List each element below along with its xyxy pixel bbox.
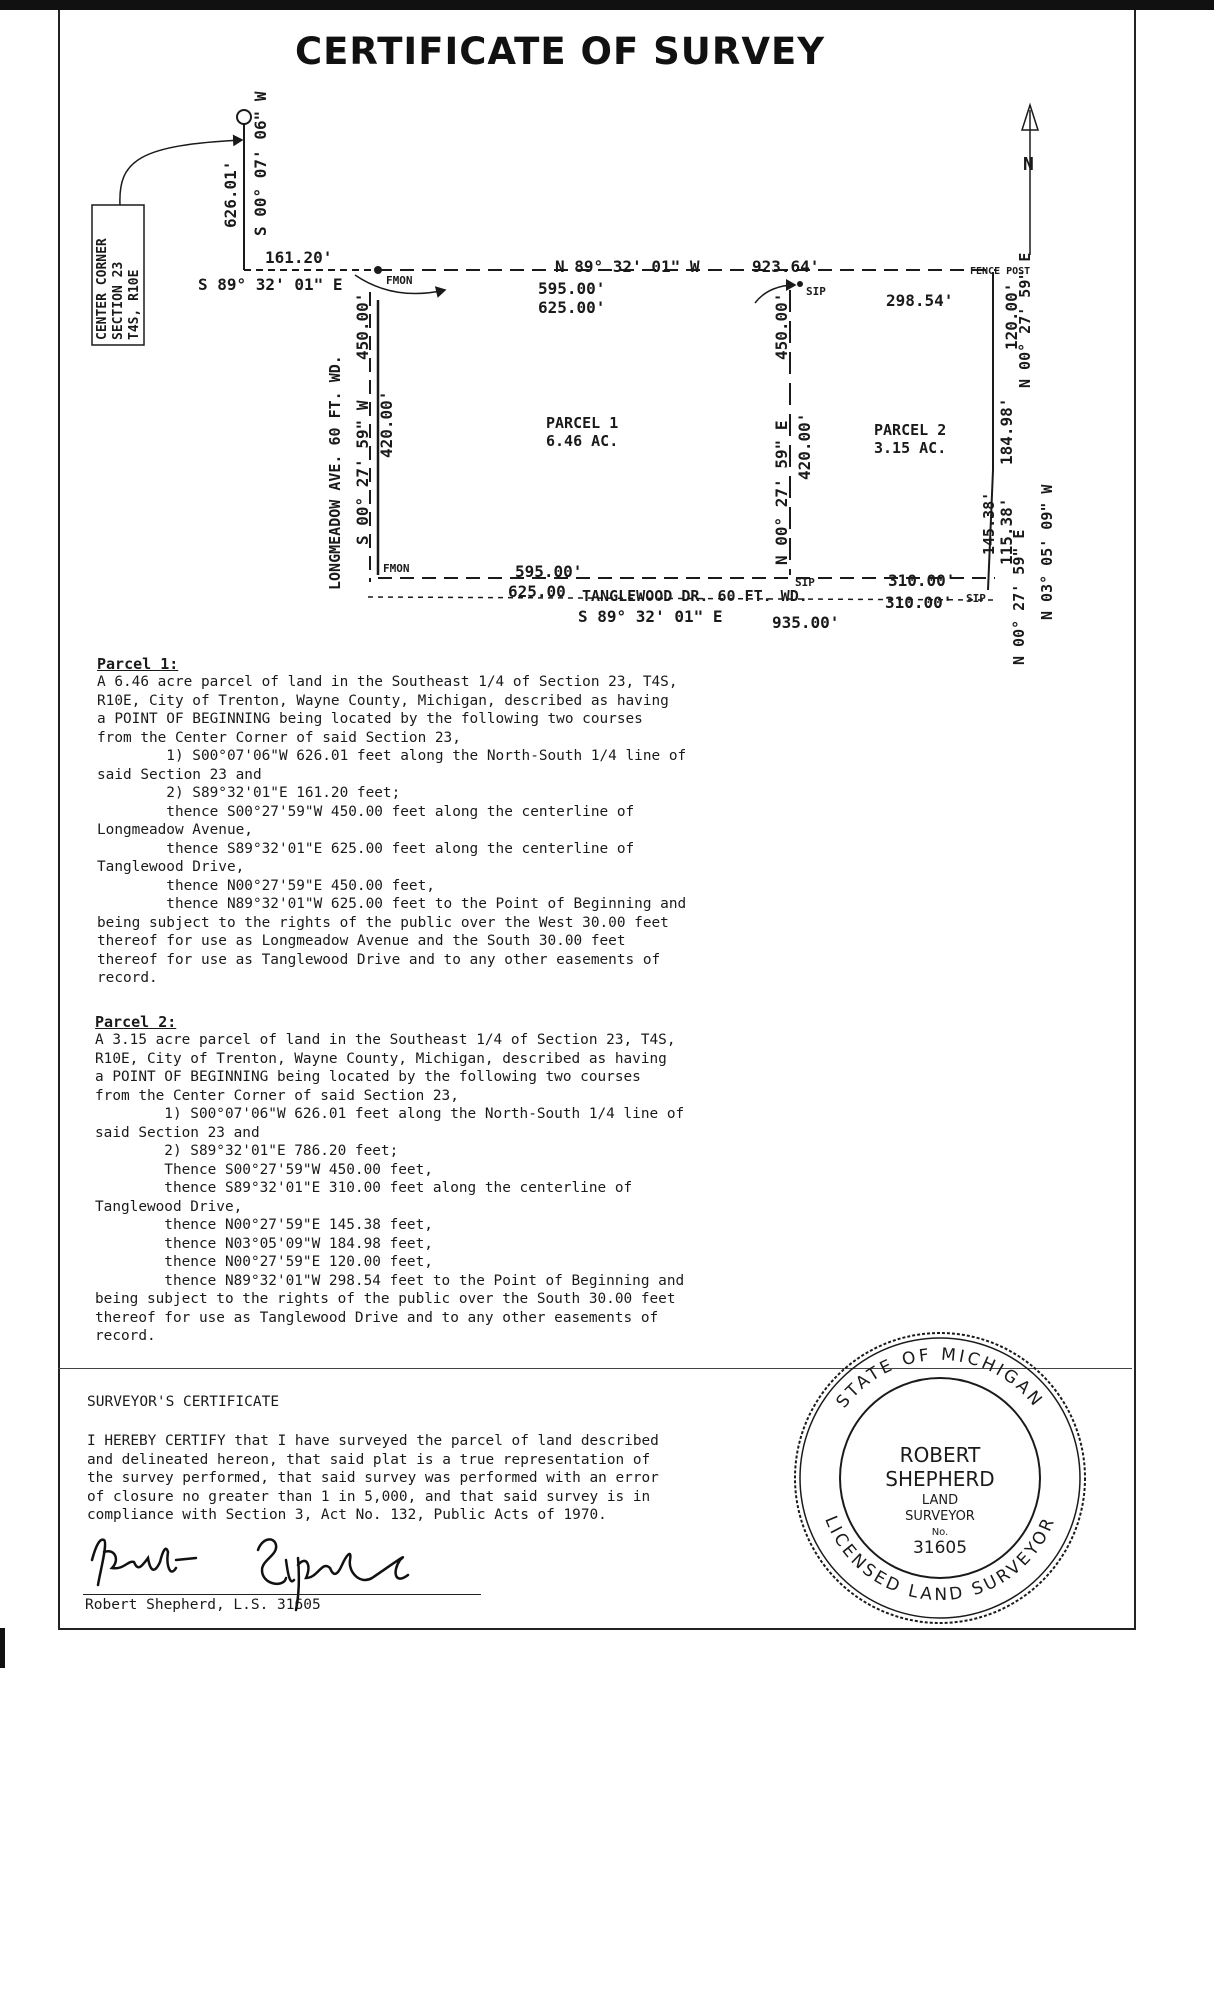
parcel2-line: 2) S89°32'01"E 786.20 feet; bbox=[95, 1143, 399, 1159]
west-dist-b: 420.00' bbox=[377, 390, 396, 458]
east-bearing-top: N 00° 27' 59" E bbox=[1016, 252, 1034, 388]
parcel1-line: Longmeadow Avenue, bbox=[97, 822, 253, 838]
parcel1-name: PARCEL 1 bbox=[546, 414, 619, 432]
parcel2-line: thence N00°27'59"E 145.38 feet, bbox=[95, 1217, 433, 1233]
seal-name-1: ROBERT bbox=[899, 1443, 981, 1467]
parcel2-line: thereof for use as Tanglewood Drive and to any other easements of bbox=[95, 1309, 659, 1326]
parcel1-line: 1) S00°07'06"W 626.01 feet along the North-South 1/4 line of bbox=[97, 748, 687, 764]
east-bearing-low: N 00° 27' 59" E bbox=[1010, 529, 1028, 665]
ns-line-bearing: S 00° 07' 06" W bbox=[251, 91, 270, 236]
top-p2: 298.54' bbox=[886, 291, 954, 310]
parcel1-heading: Parcel 1: bbox=[97, 655, 179, 673]
mid-dist-b: 420.00' bbox=[795, 412, 814, 480]
parcel2-line: thence N89°32'01"W 298.54 feet to the Point of Beginning and bbox=[95, 1272, 685, 1289]
east-bearing-mid: N 03° 05' 09" W bbox=[1038, 484, 1056, 620]
parcel2-line: from the Center Corner of said Section 23, bbox=[95, 1087, 459, 1104]
bottom-p2-b: 310.00' bbox=[885, 593, 953, 612]
north-label: N bbox=[1023, 154, 1034, 175]
top-p1-b: 625.00' bbox=[538, 298, 606, 317]
certificate-line: the survey performed, that said survey was performed with an error bbox=[87, 1470, 659, 1486]
parcel2-line: thence N03°05'09"W 184.98 feet, bbox=[95, 1235, 433, 1252]
parcel1-line: R10E, City of Trenton, Wayne County, Michigan, described as having bbox=[97, 692, 669, 709]
parcel2-area: 3.15 AC. bbox=[874, 439, 947, 457]
seal-ring-top: STATE OF MICHIGAN bbox=[832, 1344, 1048, 1413]
parcel2-heading: Parcel 2: bbox=[95, 1013, 177, 1031]
bottom-bearing: S 89° 32' 01" E bbox=[578, 607, 723, 626]
parcel2-line: a POINT OF BEGINNING being located by the following two courses bbox=[95, 1069, 641, 1085]
parcel1-line: thereof for use as Tanglewood Drive and to any other easements of bbox=[97, 951, 661, 968]
mid-bearing: N 00° 27' 59" E bbox=[772, 420, 791, 565]
parcel1-line: thence N00°27'59"E 450.00 feet, bbox=[97, 877, 435, 894]
page-title: CERTIFICATE OF SURVEY bbox=[294, 30, 826, 73]
parcel1-line: thence S00°27'59"W 450.00 feet along the centerline of bbox=[97, 803, 635, 820]
parcel2-line: A 3.15 acre parcel of land in the Southeast 1/4 of Section 23, T4S, bbox=[95, 1032, 676, 1048]
parcel2-name: PARCEL 2 bbox=[874, 421, 947, 439]
parcel1-line: 2) S89°32'01"E 161.20 feet; bbox=[97, 785, 401, 801]
parcel2-line: said Section 23 and bbox=[95, 1124, 260, 1141]
fmon-bottom: FMON bbox=[383, 562, 410, 575]
seal-number: 31605 bbox=[912, 1538, 968, 1558]
parcel1-line: being subject to the rights of the public over the West 30.00 feet bbox=[97, 914, 669, 931]
parcel2-line: 1) S00°07'06"W 626.01 feet along the North-South 1/4 line of bbox=[95, 1106, 685, 1122]
certificate-line: of closure no greater than 1 in 5,000, and that said survey is in bbox=[87, 1488, 651, 1505]
top-bearing: N 89° 32' 01" W bbox=[555, 257, 700, 276]
mid-dist-a: 450.00' bbox=[772, 292, 791, 360]
corner-line-1: CENTER CORNER bbox=[95, 238, 110, 340]
sip-bottom: SIP bbox=[795, 576, 815, 589]
seal-no: No. bbox=[931, 1527, 949, 1538]
ns-line-dist: 626.01' bbox=[221, 160, 240, 228]
parcel2-line: thence S89°32'01"E 310.00 feet along the centerline of bbox=[95, 1180, 633, 1196]
parcel1-line: thence N89°32'01"W 625.00 feet to the Point of Beginning and bbox=[97, 896, 687, 912]
bottom-p1-a: 595.00' bbox=[515, 562, 583, 581]
parcel1-line: from the Center Corner of said Section 23, bbox=[97, 729, 461, 746]
signature-name: Robert Shepherd, L.S. 31605 bbox=[85, 1597, 321, 1613]
parcel2-line: thence N00°27'59"E 120.00 feet, bbox=[95, 1254, 433, 1270]
parcel1-line: thereof for use as Longmeadow Avenue and the South 30.00 feet bbox=[97, 933, 626, 949]
parcel1-line: Tanglewood Drive, bbox=[97, 859, 245, 875]
bottom-road: TANGLEWOOD DR. 60 FT. WD. bbox=[582, 587, 808, 605]
certificate-line: and delineated hereon, that said plat is a true representation of bbox=[87, 1451, 651, 1468]
bottom-total: 935.00' bbox=[772, 613, 840, 632]
certificate-line: I HEREBY CERTIFY that I have surveyed the parcel of land described bbox=[87, 1433, 659, 1449]
seal-role-2: SURVEYOR bbox=[905, 1509, 975, 1524]
top-total: 923.64' bbox=[752, 257, 820, 276]
corner-line-3: T4S, R10E bbox=[127, 269, 142, 340]
bottom-p1-b: 625.00 bbox=[508, 582, 566, 601]
parcel2-line: Thence S00°27'59"W 450.00 feet, bbox=[95, 1161, 433, 1178]
seal-name-2: SHEPHERD bbox=[885, 1467, 995, 1491]
parcel2-line: being subject to the rights of the public over the South 30.00 feet bbox=[95, 1291, 676, 1307]
parcel2-line: Tanglewood Drive, bbox=[95, 1198, 243, 1215]
offset-dist: 161.20' bbox=[265, 248, 333, 267]
parcel1-line: A 6.46 acre parcel of land in the Southeast 1/4 of Section 23, T4S, bbox=[97, 674, 678, 690]
west-dist-a: 450.00' bbox=[353, 292, 372, 360]
parcel1-line: said Section 23 and bbox=[97, 766, 262, 783]
parcel1-line: thence S89°32'01"E 625.00 feet along the centerline of bbox=[97, 840, 635, 857]
east-dist-mid: 184.98' bbox=[997, 397, 1016, 465]
east-dist-top: 120.00' bbox=[1002, 282, 1021, 350]
west-bearing: S 00° 27' 59" W bbox=[353, 400, 372, 545]
sip-top: SIP bbox=[806, 285, 826, 298]
seal-role-1: LAND bbox=[921, 1493, 959, 1508]
certificate-line: compliance with Section 3, Act No. 132, Public Acts of 1970. bbox=[87, 1507, 607, 1523]
sip-east: SIP bbox=[966, 592, 986, 605]
west-road-label: LONGMEADOW AVE. 60 FT. WD. bbox=[326, 355, 344, 590]
parcel2-line: record. bbox=[95, 1328, 156, 1344]
east-dist-low-a: 145.38' bbox=[980, 491, 998, 555]
east-dist-low-b: 115.38' bbox=[997, 497, 1016, 565]
surveyor-heading: SURVEYOR'S CERTIFICATE bbox=[87, 1394, 280, 1410]
fmon-top: FMON bbox=[386, 274, 413, 287]
corner-line-2: SECTION 23 bbox=[111, 261, 126, 340]
parcel2-line: R10E, City of Trenton, Wayne County, Michigan, described as having bbox=[95, 1050, 667, 1067]
offset-bearing: S 89° 32' 01" E bbox=[198, 275, 343, 294]
fence-post: FENCE POST bbox=[970, 266, 1031, 277]
top-p1-a: 595.00' bbox=[538, 279, 606, 298]
bottom-p2-a: 310.00' bbox=[888, 571, 956, 590]
parcel1-line: record. bbox=[97, 970, 158, 986]
parcel1-line: a POINT OF BEGINNING being located by the following two courses bbox=[97, 711, 643, 727]
parcel1-area: 6.46 AC. bbox=[546, 432, 619, 450]
seal-ring-bottom: LICENSED LAND SURVEYOR bbox=[820, 1513, 1060, 1606]
